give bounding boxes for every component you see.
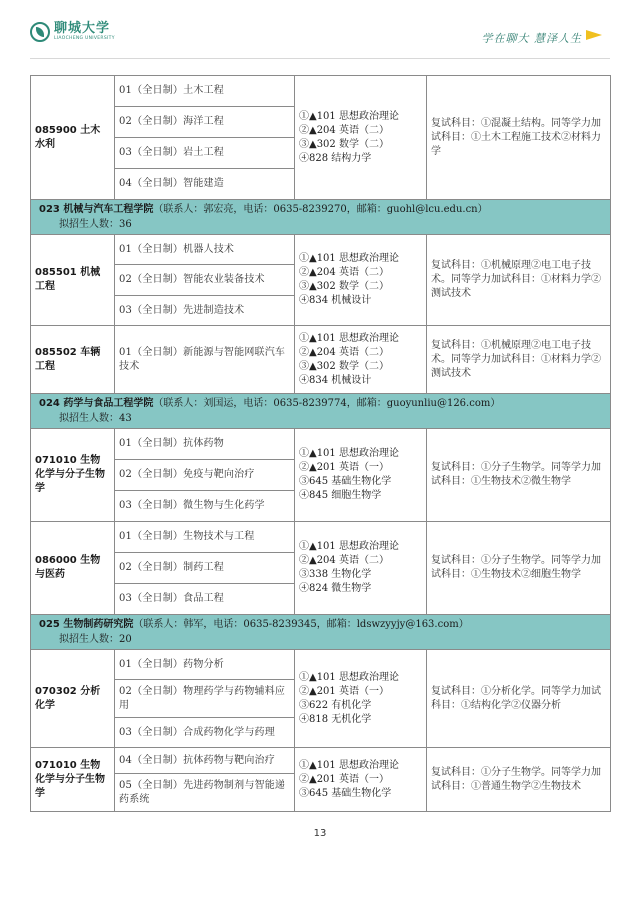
enrollment-quota: 拟招生人数：36 [59, 219, 132, 230]
major-name-cell: 085900 土木水利 [31, 76, 115, 200]
exam-subjects-cell: ①▲101 思想政治理论 ②▲204 英语（二） ③▲302 数学（二） ④834 机械设计 [295, 235, 427, 326]
major-name-cell: 086000 生物与医药 [31, 522, 115, 615]
exam-subjects-cell: ①▲101 思想政治理论 ②▲201 英语（一） ③622 有机化学 ④818 无机化学 [295, 650, 427, 748]
major-name-cell: 085502 车辆工程 [31, 326, 115, 394]
exam-subjects-cell: ①▲101 思想政治理论 ②▲204 英语（二） ③▲302 数学（二） ④834 机械设计 [295, 326, 427, 394]
logo-english-name: LIAOCHENG UNIVERSITY [54, 36, 115, 42]
exam-subjects-cell: ①▲101 思想政治理论 ②▲201 英语（一） ③645 基础生物化学 [295, 748, 427, 812]
table-row [31, 235, 611, 265]
page-number: 13 [313, 828, 327, 839]
university-logo [30, 22, 115, 42]
table-row [31, 76, 611, 107]
retest-notes-cell: 复试科目：①混凝土结构。同等学力加试科目：①土木工程施工技术②材料力学 [427, 76, 611, 200]
research-direction-cell: 04（全日制）智能建造 [115, 169, 295, 200]
research-direction-cell: 02（全日制）智能农业装备技术 [115, 265, 295, 296]
enrollment-quota: 拟招生人数：20 [59, 634, 132, 645]
college-header-cell [31, 394, 611, 429]
header-divider [30, 58, 610, 59]
logo-chinese-name: 聊城大学 [54, 21, 111, 37]
exam-subjects-cell: ①▲101 思想政治理论 ②▲204 英语（二） ③▲302 数学（二） ④828 结构力学 [295, 76, 427, 200]
research-direction-cell: 03（全日制）微生物与生化药学 [115, 491, 295, 522]
retest-notes-cell: 复试科目：①分子生物学。同等学力加试科目：①生物技术②微生物学 [427, 429, 611, 522]
exam-subjects-cell: ①▲101 思想政治理论 ②▲201 英语（一） ③645 基础生物化学 ④845 细胞生物学 [295, 429, 427, 522]
college-name: 025 生物制药研究院 [39, 619, 134, 630]
university-motto: 学在聊大 慧泽人生 [481, 32, 582, 45]
research-direction-cell: 01（全日制）机器人技术 [115, 235, 295, 265]
research-direction-cell: 03（全日制）合成药物化学与药理 [115, 718, 295, 748]
research-direction-cell: 01（全日制）生物技术与工程 [115, 522, 295, 553]
college-name: 024 药学与食品工程学院 [39, 398, 154, 409]
exam-subjects-cell: ①▲101 思想政治理论 ②▲204 英语（二） ③338 生物化学 ④824 微生物学 [295, 522, 427, 615]
table-row [31, 522, 611, 553]
major-name-cell: 085501 机械工程 [31, 235, 115, 326]
research-direction-cell: 04（全日制）抗体药物与靶向治疗 [115, 748, 295, 774]
retest-notes-cell: 复试科目：①分析化学。同等学力加试科目：①结构化学②仪器分析 [427, 650, 611, 748]
major-name-cell: 071010 生物化学与分子生物学 [31, 429, 115, 522]
research-direction-cell: 05（全日制）先进药物制剂与智能递药系统 [115, 774, 295, 812]
research-direction-cell: 01（全日制）土木工程 [115, 76, 295, 107]
leaf-emblem-icon [30, 22, 50, 42]
college-header-row [31, 200, 611, 235]
research-direction-cell: 01（全日制）药物分析 [115, 650, 295, 680]
retest-notes-cell: 复试科目：①分子生物学。同等学力加试科目：①普通生物学②生物技术 [427, 748, 611, 812]
research-direction-cell: 03（全日制）先进制造技术 [115, 296, 295, 326]
research-direction-cell: 02（全日制）免疫与靶向治疗 [115, 460, 295, 491]
research-direction-cell: 01（全日制）抗体药物 [115, 429, 295, 460]
retest-notes-cell: 复试科目：①机械原理②电工电子技术。同等学力加试科目：①材料力学②测试技术 [427, 235, 611, 326]
major-name-cell: 070302 分析化学 [31, 650, 115, 748]
college-contact: （联系人：韩军，电话：0635-8239345，邮箱：ldswzyyjy@163.com） [133, 619, 469, 630]
retest-notes-cell: 复试科目：①机械原理②电工电子技术。同等学力加试科目：①材料力学②测试技术 [427, 326, 611, 394]
table-row [31, 429, 611, 460]
major-name-cell: 071010 生物化学与分子生物学 [31, 748, 115, 812]
admission-catalog-table [30, 75, 611, 812]
research-direction-cell: 02（全日制）制药工程 [115, 553, 295, 584]
college-header-row [31, 615, 611, 650]
table-row [31, 748, 611, 774]
college-contact: （联系人：郭宏亮，电话：0635-8239270，邮箱：guohl@lcu.edu.cn） [153, 204, 488, 215]
enrollment-quota: 拟招生人数：43 [59, 413, 132, 424]
table-row [31, 650, 611, 680]
college-name: 023 机械与汽车工程学院 [39, 204, 154, 215]
research-direction-cell: 02（全日制）物理药学与药物辅料应用 [115, 680, 295, 718]
research-direction-cell: 03（全日制）食品工程 [115, 584, 295, 615]
table-row [31, 326, 611, 394]
page-header [0, 0, 640, 56]
research-direction-cell: 02（全日制）海洋工程 [115, 107, 295, 138]
paper-plane-icon [586, 30, 602, 40]
college-contact: （联系人：刘国运，电话：0635-8239774，邮箱：guoyunliu@126.com） [153, 398, 501, 409]
research-direction-cell: 01（全日制）新能源与智能网联汽车技术 [115, 326, 295, 394]
college-header-row [31, 394, 611, 429]
college-header-cell [31, 200, 611, 235]
retest-notes-cell: 复试科目：①分子生物学。同等学力加试科目：①生物技术②细胞生物学 [427, 522, 611, 615]
college-header-cell [31, 615, 611, 650]
research-direction-cell: 03（全日制）岩土工程 [115, 138, 295, 169]
